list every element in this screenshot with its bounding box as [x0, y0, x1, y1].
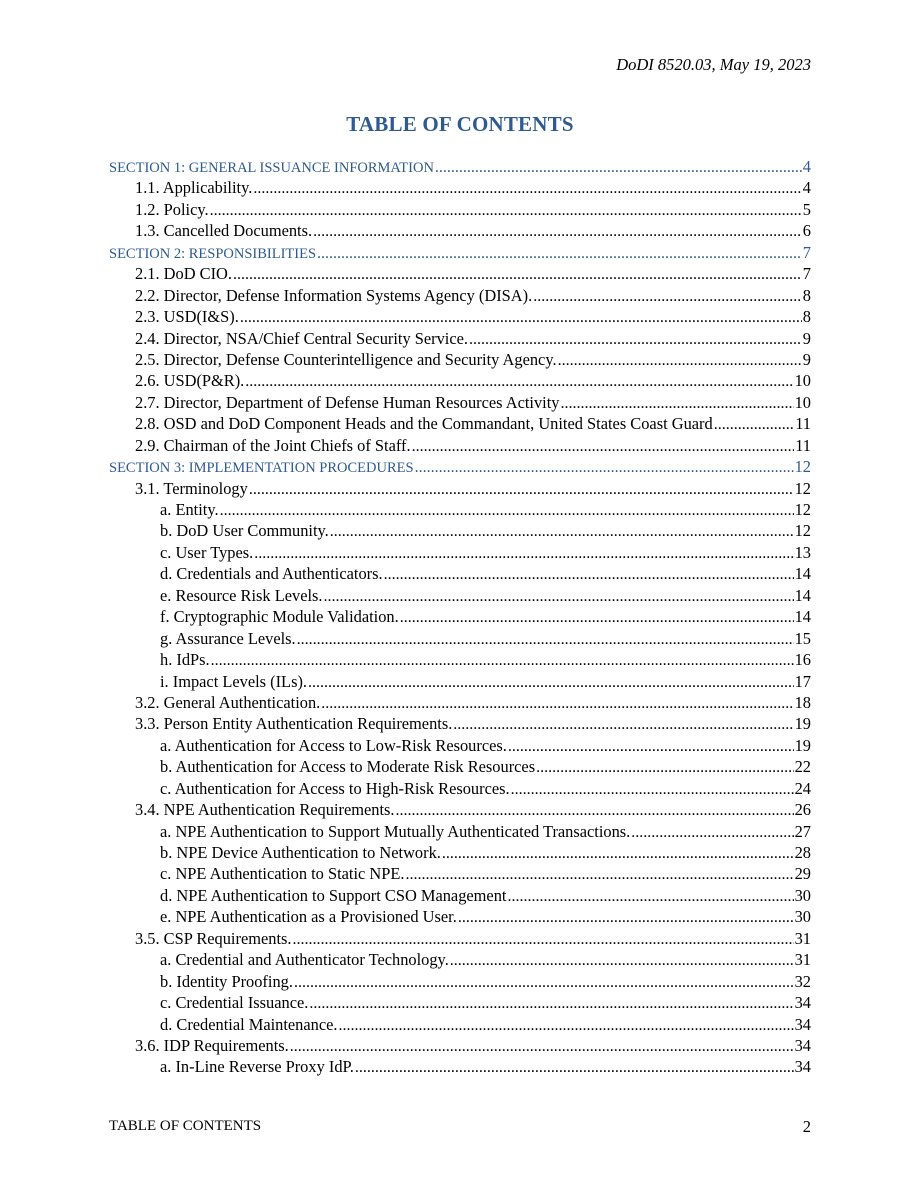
- toc-entry-page: 19: [794, 735, 811, 755]
- dot-leader: [339, 1015, 794, 1036]
- toc-entry[interactable]: [109, 199, 811, 220]
- dot-leader: [210, 200, 802, 221]
- toc-entry-label: 1.3. Cancelled Documents.: [135, 221, 313, 241]
- dot-leader: [415, 457, 794, 478]
- dot-leader: [355, 1057, 794, 1078]
- dot-leader: [533, 286, 802, 307]
- toc-entry-page: 9: [802, 349, 811, 369]
- toc-entry-label: 3.1. Terminology: [135, 478, 248, 498]
- dot-leader: [507, 886, 793, 907]
- toc-entry-label: d. Credential Maintenance.: [160, 1014, 338, 1034]
- running-header: DoDI 8520.03, May 19, 2023: [616, 55, 811, 74]
- toc-entry[interactable]: [109, 413, 811, 434]
- toc-entry[interactable]: [109, 1056, 811, 1077]
- toc-entry[interactable]: [109, 435, 811, 456]
- footer-label: TABLE OF CONTENTS: [109, 1118, 262, 1134]
- toc-entry-page: 32: [794, 971, 811, 991]
- toc-entry-page: 26: [794, 800, 811, 820]
- dot-leader: [324, 586, 794, 607]
- dot-leader: [560, 393, 793, 414]
- toc-entry[interactable]: [109, 370, 811, 391]
- dot-leader: [297, 629, 794, 650]
- dot-leader: [511, 779, 794, 800]
- toc-entry-page: 34: [794, 1057, 811, 1077]
- toc-entry-page: 11: [795, 435, 811, 455]
- toc-entry[interactable]: [109, 520, 811, 541]
- toc-entry-page: 5: [802, 199, 811, 219]
- toc-entry[interactable]: [109, 328, 811, 349]
- toc-entry[interactable]: [109, 949, 811, 970]
- toc-entry-label: 2.8. OSD and DoD Component Heads and the Commandant, United States Coast Guard: [135, 414, 713, 434]
- dot-leader: [435, 157, 802, 178]
- toc-entry[interactable]: [109, 778, 811, 799]
- toc-entry[interactable]: [109, 349, 811, 370]
- dot-leader: [405, 864, 793, 885]
- dot-leader: [384, 564, 794, 585]
- dot-leader: [240, 307, 802, 328]
- toc-entry-label: 2.6. USD(P&R).: [135, 371, 245, 391]
- toc-entry-page: 14: [794, 564, 811, 584]
- toc-entry-page: 18: [794, 692, 811, 712]
- toc-entry-page: 7: [802, 242, 811, 262]
- toc-entry-label: e. Resource Risk Levels.: [160, 585, 323, 605]
- toc-entry-page: 4: [802, 157, 811, 176]
- dot-leader: [313, 221, 802, 242]
- toc-entry-page: 34: [794, 1014, 811, 1034]
- toc-entry-page: 8: [802, 285, 811, 305]
- toc-entry-label: g. Assurance Levels.: [160, 628, 296, 648]
- toc-entry-label: c. NPE Authentication to Static NPE.: [160, 864, 405, 884]
- toc-entry-page: 11: [795, 414, 811, 434]
- toc-entry[interactable]: [109, 542, 811, 563]
- toc-entry[interactable]: [109, 885, 811, 906]
- toc-entry[interactable]: [109, 649, 811, 670]
- toc-section-entry[interactable]: [109, 242, 811, 263]
- dot-leader: [309, 993, 793, 1014]
- toc-entry[interactable]: [109, 220, 811, 241]
- toc-entry-label: SECTION 3: IMPLEMENTATION PROCEDURES: [109, 460, 414, 477]
- toc-entry[interactable]: [109, 971, 811, 992]
- toc-entry-label: h. IdPs.: [160, 650, 210, 670]
- toc-entry-page: 30: [794, 885, 811, 905]
- toc-entry-label: a. Credential and Authenticator Technology.: [160, 950, 449, 970]
- dot-leader: [400, 607, 794, 628]
- toc-entry-page: 8: [802, 307, 811, 327]
- toc-entry[interactable]: [109, 285, 811, 306]
- toc-entry-label: c. Authentication for Access to High-Risk Resources.: [160, 778, 510, 798]
- toc-entry[interactable]: [109, 499, 811, 520]
- toc-entry-label: a. In-Line Reverse Proxy IdP.: [160, 1057, 354, 1077]
- toc-entry-label: 3.4. NPE Authentication Requirements.: [135, 800, 395, 820]
- toc-section-entry[interactable]: [109, 456, 811, 477]
- toc-entry-page: 10: [794, 371, 811, 391]
- toc-entry-label: c. Credential Issuance.: [160, 993, 309, 1013]
- dot-leader: [631, 822, 793, 843]
- toc-entry-page: 14: [794, 585, 811, 605]
- dot-leader: [536, 757, 794, 778]
- toc-entry[interactable]: [109, 863, 811, 884]
- toc-entry-label: d. Credentials and Authenticators.: [160, 564, 383, 584]
- toc-entry-label: 2.1. DoD CIO.: [135, 264, 232, 284]
- dot-leader: [330, 521, 794, 542]
- toc-entry[interactable]: [109, 392, 811, 413]
- toc-entry-label: 1.1. Applicability.: [135, 178, 253, 198]
- toc-entry-page: 6: [802, 221, 811, 241]
- toc-entry-label: SECTION 2: RESPONSIBILITIES: [109, 245, 317, 262]
- toc-entry-page: 12: [794, 521, 811, 541]
- dot-leader: [249, 479, 794, 500]
- dot-leader: [211, 650, 794, 671]
- table-of-contents: [109, 156, 811, 1078]
- dot-leader: [292, 929, 793, 950]
- toc-entry-page: 31: [794, 950, 811, 970]
- toc-entry-label: 2.4. Director, NSA/Chief Central Security Service.: [135, 328, 468, 348]
- toc-entry-label: SECTION 1: GENERAL ISSUANCE INFORMATION: [109, 160, 434, 176]
- dot-leader: [458, 907, 794, 928]
- toc-entry-label: b. Identity Proofing.: [160, 971, 293, 991]
- toc-entry[interactable]: [109, 928, 811, 949]
- toc-entry[interactable]: [109, 177, 811, 198]
- toc-entry-label: b. NPE Device Authentication to Network.: [160, 843, 441, 862]
- toc-entry-page: 12: [794, 500, 811, 519]
- toc-entry-label: a. Authentication for Access to Low-Risk Resources.: [160, 735, 507, 755]
- toc-entry-page: 19: [794, 714, 811, 734]
- toc-entry-page: 12: [794, 478, 811, 498]
- running-footer: [109, 1118, 261, 1135]
- toc-entry-label: 1.2. Policy.: [135, 199, 209, 219]
- toc-entry[interactable]: [109, 842, 811, 863]
- toc-entry[interactable]: [109, 906, 811, 927]
- toc-entry[interactable]: [109, 799, 811, 820]
- toc-entry[interactable]: [109, 263, 811, 284]
- dot-leader: [233, 264, 802, 285]
- toc-section-entry[interactable]: [109, 156, 811, 177]
- dot-leader: [450, 950, 794, 971]
- page-title: [0, 112, 920, 137]
- toc-entry[interactable]: [109, 585, 811, 606]
- toc-entry-label: 3.2. General Authentication.: [135, 692, 321, 712]
- toc-entry-page: 22: [794, 757, 811, 777]
- toc-entry-page: 27: [794, 821, 811, 841]
- toc-entry[interactable]: [109, 735, 811, 756]
- toc-entry-page: 24: [794, 778, 811, 798]
- toc-entry-label: b. Authentication for Access to Moderate Risk Resources: [160, 757, 536, 777]
- dot-leader: [253, 178, 801, 199]
- toc-entry-page: 13: [794, 542, 811, 562]
- toc-entry-page: 12: [794, 457, 811, 477]
- toc-entry[interactable]: [109, 671, 811, 692]
- toc-entry[interactable]: [109, 692, 811, 713]
- toc-entry[interactable]: [109, 606, 811, 627]
- dot-leader: [220, 500, 794, 521]
- toc-entry[interactable]: [109, 628, 811, 649]
- toc-entry-label: 2.3. USD(I&S).: [135, 307, 239, 327]
- toc-entry-page: 10: [794, 392, 811, 412]
- toc-entry-page: 34: [794, 993, 811, 1013]
- toc-entry-label: b. DoD User Community.: [160, 521, 329, 541]
- toc-entry-page: 17: [794, 671, 811, 691]
- toc-entry-page: 15: [794, 628, 811, 648]
- page-number: 2: [802, 1117, 811, 1136]
- toc-entry[interactable]: [109, 821, 811, 842]
- toc-entry-label: d. NPE Authentication to Support CSO Management: [160, 885, 507, 905]
- toc-entry-label: 2.2. Director, Defense Information Systems Agency (DISA).: [135, 285, 533, 305]
- toc-entry-label: e. NPE Authentication as a Provisioned User.: [160, 907, 457, 927]
- toc-entry-page: 29: [794, 864, 811, 884]
- toc-entry-label: 2.5. Director, Defense Counterintelligence and Security Agency.: [135, 349, 557, 369]
- toc-entry-label: 2.7. Director, Department of Defense Human Resources Activity: [135, 392, 560, 412]
- toc-entry-label: f. Cryptographic Module Validation.: [160, 607, 399, 627]
- dot-leader: [317, 243, 802, 264]
- dot-leader: [290, 1036, 794, 1057]
- toc-entry-page: 14: [794, 607, 811, 627]
- dot-leader: [412, 436, 795, 457]
- toc-entry[interactable]: [109, 1014, 811, 1035]
- toc-entry[interactable]: [109, 478, 811, 499]
- toc-entry[interactable]: [109, 563, 811, 584]
- toc-entry-label: 2.9. Chairman of the Joint Chiefs of Staff.: [135, 435, 411, 455]
- toc-entry-label: 3.3. Person Entity Authentication Requirements.: [135, 714, 453, 734]
- toc-entry[interactable]: [109, 756, 811, 777]
- toc-entry-page: 4: [802, 178, 811, 198]
- toc-entry-page: 28: [794, 843, 811, 862]
- toc-entry[interactable]: [109, 1035, 811, 1056]
- dot-leader: [254, 543, 793, 564]
- toc-entry-page: 31: [794, 928, 811, 948]
- dot-leader: [453, 714, 793, 735]
- dot-leader: [714, 414, 795, 435]
- toc-title-text: TABLE OF CONTENTS: [346, 112, 574, 136]
- toc-entry[interactable]: [109, 306, 811, 327]
- toc-entry-label: a. NPE Authentication to Support Mutually Authenticated Transactions.: [160, 821, 631, 841]
- toc-entry-page: 16: [794, 650, 811, 670]
- toc-entry-page: 30: [794, 907, 811, 927]
- dot-leader: [508, 736, 794, 757]
- toc-entry-page: 34: [794, 1035, 811, 1055]
- dot-leader: [308, 672, 794, 693]
- dot-leader: [395, 800, 793, 821]
- toc-entry-label: a. Entity.: [160, 500, 219, 519]
- dot-leader: [294, 972, 794, 993]
- toc-entry-label: 3.6. IDP Requirements.: [135, 1035, 289, 1055]
- dot-leader: [321, 693, 793, 714]
- toc-entry-label: c. User Types.: [160, 542, 254, 562]
- toc-entry-page: 9: [802, 328, 811, 348]
- toc-entry-page: 7: [802, 264, 811, 284]
- toc-entry[interactable]: [109, 992, 811, 1013]
- dot-leader: [442, 843, 794, 864]
- toc-entry-label: 3.5. CSP Requirements.: [135, 928, 292, 948]
- dot-leader: [558, 350, 802, 371]
- dot-leader: [469, 329, 802, 350]
- toc-entry-label: i. Impact Levels (ILs).: [160, 671, 308, 691]
- toc-entry[interactable]: [109, 713, 811, 734]
- dot-leader: [245, 371, 793, 392]
